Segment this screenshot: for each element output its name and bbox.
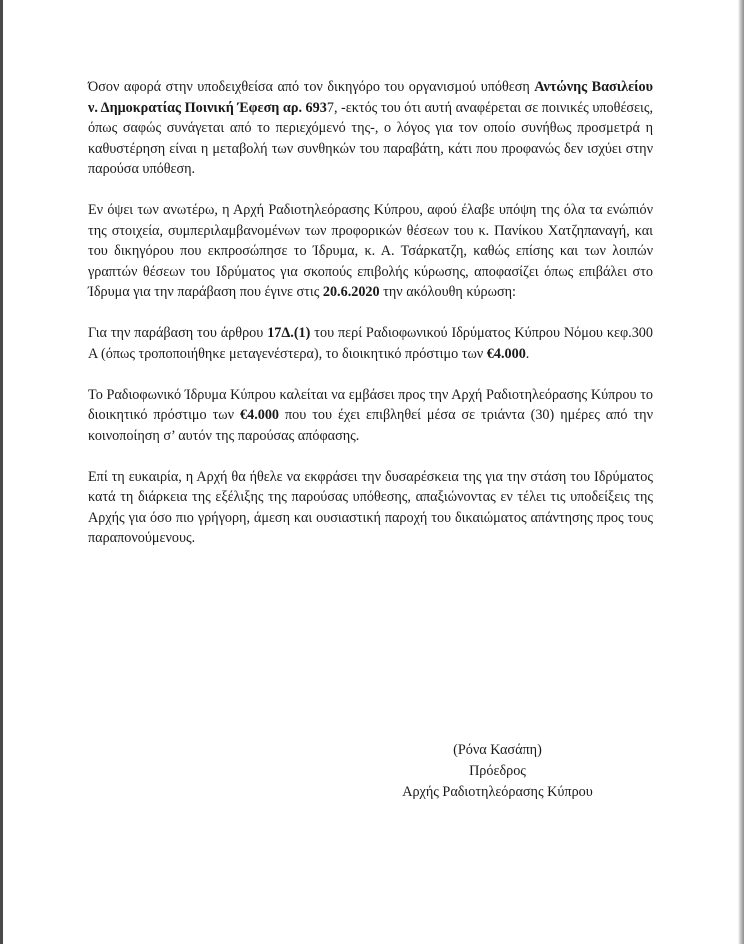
- paragraph-decision: [88, 200, 653, 303]
- paragraph-sanction: [88, 323, 653, 364]
- paragraph-case-reference: [88, 77, 653, 180]
- paragraph-text: του περί Ραδιοφωνικού Ιδρύματος Κύπρου Νόμου κεφ.300 Α (όπως τροποποιήθηκε μεταγενέστερα), το διοικητικό πρόστιμο των: [88, 325, 653, 362]
- paragraph-text: Επί τη ευκαιρία, η Αρχή θα ήθελε να εκφράσει την δυσαρέσκεια της για την στάση του Ιδρύματος κατά τη διάρκεια της εξέλιξης της παρούσας υπόθεσης, απαξιώνοντας εν τέλει τις υποδείξεις της Αρχής για όσο πιο γρήγορη, άμεση και ουσιαστική παροχή του δικαιώματος απάντησης προς τους παραπονούμενους.: [88, 468, 653, 546]
- paragraph-text: Εν όψει των ανωτέρω, η Αρχή Ραδιοτηλεόρασης Κύπρου, αφού έλαβε υπόψη της όλα τα ενώπιόν της στοιχεία, συμπεριλαμβανομένων των προφορικών θέσεων του κ. Πανίκου Χατζηπαναγή, και του δικηγόρου που εκπροσώπησε το Ίδρυμα, κ. Α. Τσάρκατζη, καθώς επίσης και των λοιπών γραπτών θέσεων του Ιδρύματος για σκοπούς επιβολής κύρωσης, αποφασίζει όπως επιβάλει στο Ίδρυμα για την παράβαση που έγινε στις: [88, 202, 653, 300]
- paragraph-text: Για την παράβαση του άρθρου: [88, 325, 268, 341]
- page-left-border: [0, 0, 3, 944]
- paragraph-text: Όσον αφορά στην υποδειχθείσα από τον δικηγόρο του οργανισμού υπόθεση: [88, 79, 535, 95]
- page-right-shadow: [738, 0, 744, 944]
- signatory-title: Πρόεδρος: [469, 763, 526, 779]
- article-number-bold: 17Δ.(1): [267, 325, 311, 341]
- paragraph-text: την ακόλουθη κύρωση:: [379, 284, 516, 300]
- paragraph-payment: [88, 385, 653, 447]
- violation-date-bold: 20.6.2020: [322, 284, 380, 300]
- fine-amount-bold: €4.000: [240, 407, 280, 423]
- case-title-bold: Αντώνης Βασιλείου ν. Δημοκρατίας Ποινική Έφεση αρ. 693: [88, 79, 653, 116]
- signature-block: [380, 740, 615, 803]
- fine-amount-bold: €4.000: [486, 345, 526, 362]
- paragraph-text: Το Ραδιοφωνικό Ίδρυμα Κύπρου καλείται να εμβάσει προς την Αρχή Ραδιοτηλεόρασης Κύπρου το διοικητικό πρόστιμο των: [88, 386, 653, 423]
- signatory-name: (Ρόνα Κασάπη): [453, 742, 542, 758]
- paragraph-remarks: [88, 467, 653, 549]
- document-body: [88, 77, 653, 569]
- paragraph-text: .: [525, 345, 530, 362]
- paragraph-text: που του έχει επιβληθεί μέσα σε τριάντα (30) ημέρες από την κοινοποίηση σ’ αυτόν της παρούσας απόφασης.: [88, 407, 653, 444]
- paragraph-text: 7, -εκτός του ότι αυτή αναφέρεται σε ποινικές υποθέσεις, όπως σαφώς συνάγεται από το περιεχόμενό της-, ο λόγος για τον οποίο συνήθως προσμετρά η καθυστέρηση είναι η μεταβολή των συνθηκών του παραβάτη, κάτι που προφανώς δεν ισχύει στην παρούσα υπόθεση.: [88, 99, 653, 177]
- signatory-organization: Αρχής Ραδιοτηλεόρασης Κύπρου: [402, 784, 593, 800]
